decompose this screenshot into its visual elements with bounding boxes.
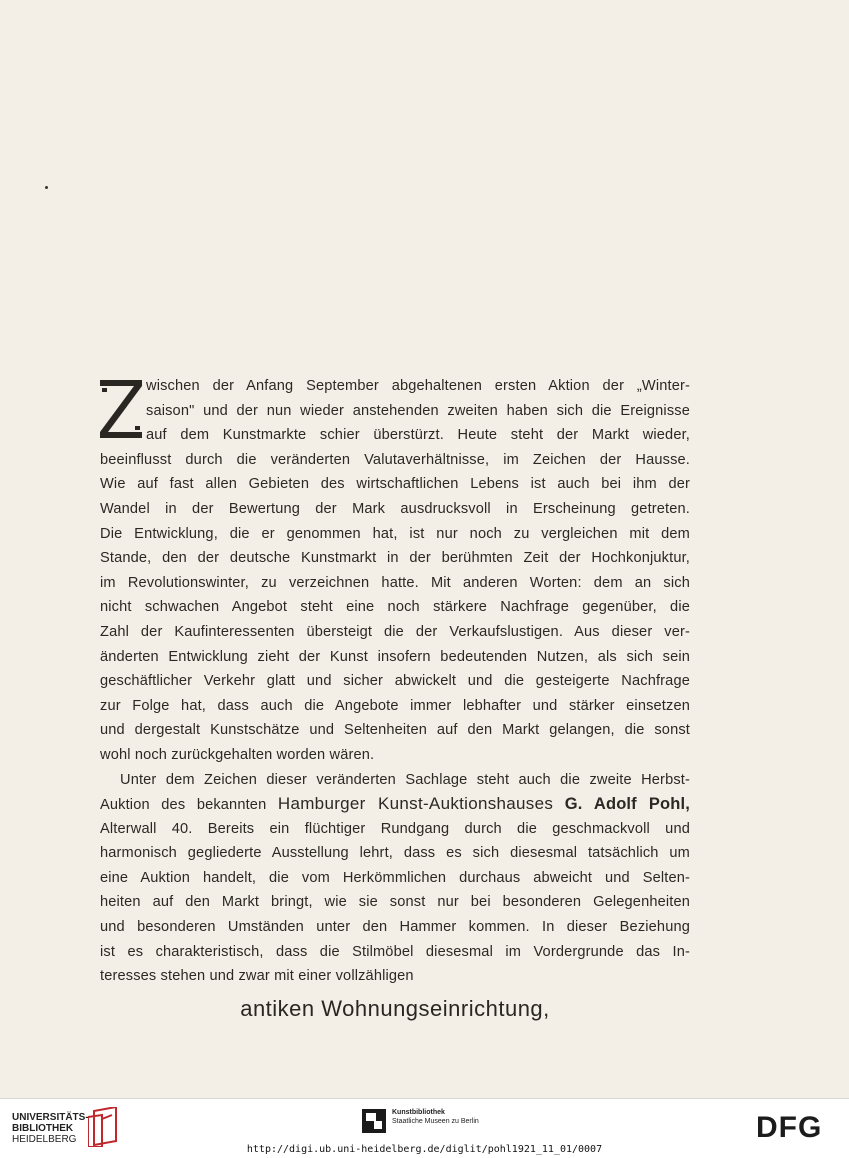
text-line: geschäftlicher Verkehr glatt und sicher abwickelt und die gesteigerte Nachfrage bbox=[100, 673, 690, 690]
text-line: Wandel in der Bewertung der Mark ausdrucksvoll in Erscheinung getreten. bbox=[100, 500, 690, 517]
university-library-logo[interactable] bbox=[12, 1112, 89, 1145]
text-line: Alterwall 40. Bereits ein flüchtiger Rundgang durch die geschmackvoll und bbox=[100, 820, 690, 837]
company-owner: G. Adolf Pohl, bbox=[564, 795, 690, 814]
text-line: und dergestalt Kunstschätze und Seltenheiten auf den Markt gelangen, die sonst bbox=[100, 722, 690, 739]
text-line: wischen der Anfang September abgehaltenen ersten Aktion der „Winter- bbox=[146, 378, 690, 394]
digitization-footer bbox=[0, 1098, 849, 1158]
speck bbox=[45, 186, 48, 189]
text-line: Stande, den der deutsche Kunstmarkt in der berühmten Zeit der Hochkonjuktur, bbox=[100, 550, 690, 567]
text-line: im Revolutionswinter, zu verzeichnen hatte. Mit anderen Worten: dem an sich bbox=[100, 574, 690, 591]
text-line: zur Folge hat, dass auch die Angebote immer lebhafter und stärker einsetzen bbox=[100, 697, 690, 714]
text-line: teresses stehen und zwar mit einer vollzähligen bbox=[100, 968, 414, 985]
text-line: heiten auf den Markt bringt, wie sie sonst nur bei besonderen Gelegenheiten bbox=[100, 894, 690, 911]
text-line-with-company bbox=[100, 792, 690, 817]
logo-text: Kunstbibliothek bbox=[392, 1109, 445, 1116]
text-line: ist es charakteristisch, dass die Stilmöbel diesesmal im Vordergrunde das In- bbox=[100, 943, 690, 960]
text-line: Unter dem Zeichen dieser veränderten Sachlage steht auch die zweite Herbst- bbox=[120, 771, 690, 788]
company-name: Hamburger Kunst-Auktionshauses bbox=[277, 794, 554, 814]
text-line: harmonisch gegliederte Ausstellung lehrt, dass es sich diesesmal tatsächlich um bbox=[100, 845, 690, 862]
text-line: saison" und der nun wieder anstehenden zweiten haben sich die Ereignisse bbox=[146, 402, 690, 419]
logo-text: UNIVERSITÄTS- bbox=[12, 1112, 89, 1123]
kunstbibliothek-logo-icon[interactable] bbox=[362, 1109, 386, 1133]
logo-text: HEIDELBERG bbox=[12, 1134, 77, 1145]
text-run: Auktion des bekannten bbox=[100, 797, 278, 814]
text-line: auf dem Kunstmarkte schier überstürzt. Heute steht der Markt wieder, bbox=[146, 427, 690, 444]
logo-text: BIBLIOTHEK bbox=[12, 1123, 74, 1134]
text-line: eine Auktion handelt, die vom Herkömmlichen durchaus abweicht und Selten- bbox=[100, 869, 690, 886]
text-line: nicht schwachen Angebot steht eine noch stärkere Nachfrage gegenüber, die bbox=[100, 599, 690, 616]
permalink[interactable]: http://digi.ub.uni-heidelberg.de/diglit/pohl1921_11_01/0007 bbox=[246, 1144, 603, 1155]
logo-text: Staatliche Museen zu Berlin bbox=[392, 1118, 479, 1125]
text-line: und besonderen Umständen unter den Hammer kommen. In dieser Beziehung bbox=[100, 919, 690, 936]
dfg-logo[interactable]: DFG bbox=[756, 1111, 823, 1144]
university-seal-icon bbox=[88, 1107, 118, 1147]
text-line: beeinflusst durch die veränderten Valutaverhältnisse, im Zeichen der Hausse. bbox=[100, 451, 690, 468]
text-line: Zahl der Kaufinteressenten übersteigt die der Verkaufslustigen. Aus dieser ver- bbox=[100, 623, 690, 640]
kunstbibliothek-label bbox=[392, 1108, 479, 1126]
text-line: wohl noch zurückgehalten worden wären. bbox=[100, 746, 375, 763]
text-line: Wie auf fast allen Gebieten des wirtschaftlichen Lebens ist auch bei ihm der bbox=[100, 476, 690, 493]
text-line: Die Entwicklung, die er genommen hat, ist nur noch zu vergleichen mit dem bbox=[100, 525, 690, 542]
section-heading: antiken Wohnungseinrichtung, bbox=[240, 996, 550, 1021]
article-body bbox=[100, 374, 690, 989]
text-line: änderten Entwicklung zieht der Kunst insofern bedeutenden Nutzen, als sich sein bbox=[100, 648, 690, 665]
